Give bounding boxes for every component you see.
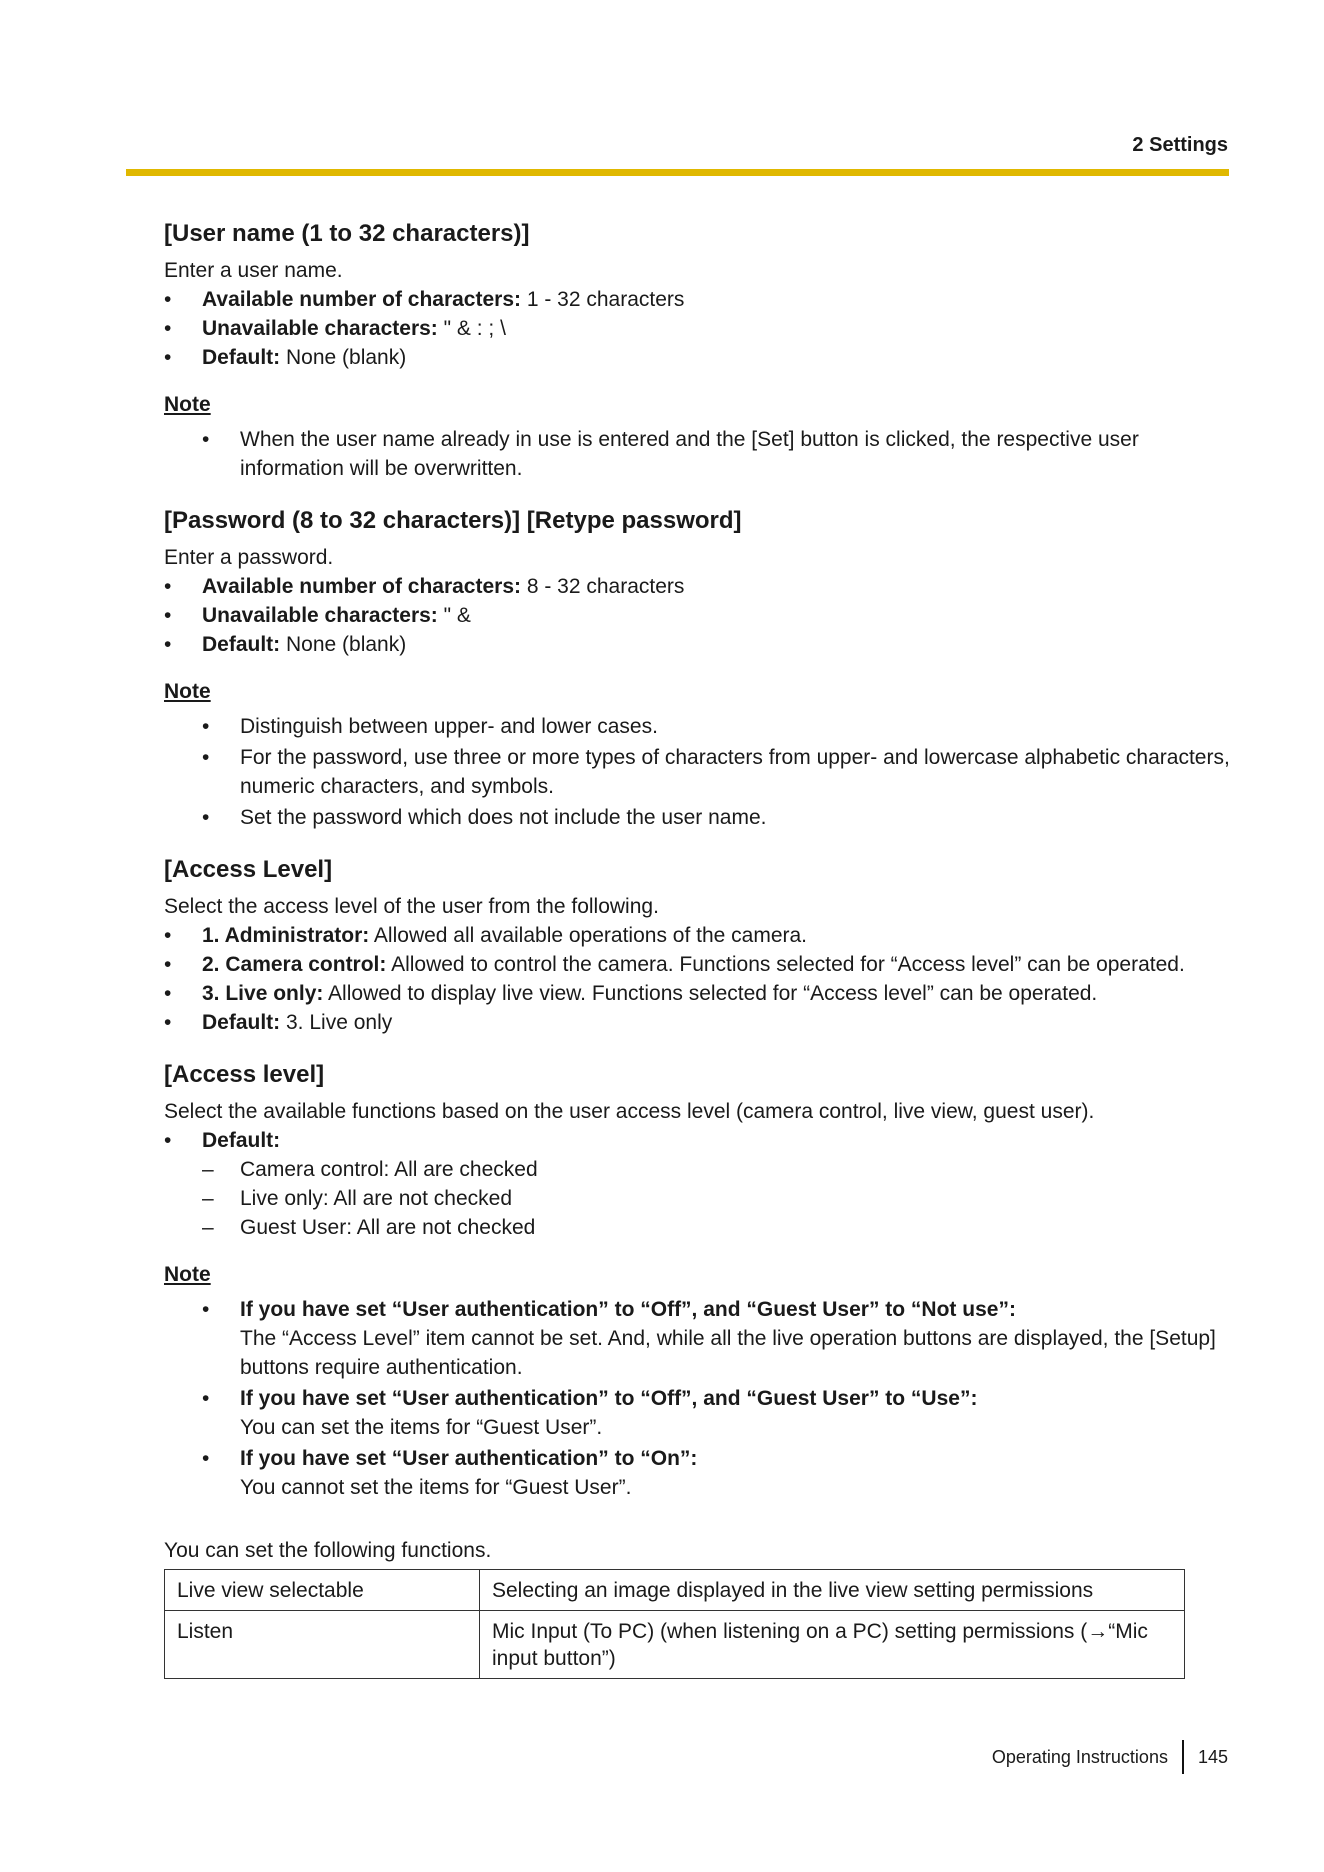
section-password [164, 505, 1236, 832]
note-item [240, 1295, 1236, 1382]
section-intro: Select the access level of the user from the following. [164, 895, 659, 918]
section-intro: Enter a user name. [164, 259, 343, 282]
note-item [240, 1384, 1236, 1442]
spec-item: • Unavailable characters: " & : ; \ [164, 314, 1236, 343]
default-subitem: – Live only: All are not checked [240, 1184, 1236, 1213]
note-item: • When the user name already in use is entered and the [Set] button is clicked, the respective user information will be overwritten. [240, 425, 1236, 483]
spec-item: • Available number of characters: 1 - 32 characters [164, 285, 1236, 314]
function-desc-cell: Mic Input (To PC) (when listening on a PC) setting permissions (→“Mic input button”) [480, 1611, 1185, 1679]
section-intro: Enter a password. [164, 546, 334, 569]
functions-table [164, 1569, 1185, 1679]
default-subitem: – Guest User: All are not checked [240, 1213, 1236, 1242]
section-title: [User name (1 to 32 characters)] [164, 220, 530, 247]
note-item: • For the password, use three or more types of characters from upper- and lowercase alphabetic characters, numeric characters, and symbols. [240, 743, 1236, 801]
default-subitem: – Camera control: All are checked [240, 1155, 1236, 1184]
table-row [165, 1611, 1185, 1679]
level-item: • 1. Administrator: Allowed all available operations of the camera. [164, 921, 1236, 950]
note-item-text: You cannot set the items for “Guest User”. [240, 1476, 632, 1499]
note-item-text: The “Access Level” item cannot be set. And, while all the live operation buttons are displayed, the [Setup] buttons require authentication. [240, 1327, 1216, 1379]
note-item: • Set the password which does not include the user name. [240, 803, 1236, 832]
spec-item: • Default: None (blank) [164, 343, 1236, 372]
footer-separator [1182, 1740, 1184, 1774]
spec-item: • Default: None (blank) [164, 630, 1236, 659]
footer-doc-title: Operating Instructions [991, 1746, 1168, 1767]
section-access-level [164, 854, 1236, 1037]
section-title: [Access level] [164, 1061, 325, 1088]
note-item-heading: • If you have set “User authentication” to “On”: [240, 1447, 698, 1470]
function-name-cell: Live view selectable [165, 1570, 480, 1611]
level-list [164, 921, 1236, 1037]
note-heading: Note [164, 393, 211, 416]
level-item: • Default: 3. Live only [164, 1008, 1236, 1037]
default-list [164, 1126, 1236, 1155]
page-number: 145 [1197, 1746, 1228, 1767]
section-username [164, 218, 1236, 483]
functions-intro: You can set the following functions. [164, 1539, 492, 1562]
spec-item: • Available number of characters: 8 - 32 characters [164, 572, 1236, 601]
section-title: [Access Level] [164, 856, 333, 883]
note-list [164, 1295, 1236, 1502]
spec-list [164, 285, 1236, 372]
page-content [164, 218, 1236, 1679]
function-name-cell: Listen [165, 1611, 480, 1679]
section-intro: Select the available functions based on the user access level (camera control, live view, guest user). [164, 1100, 1095, 1123]
function-desc-cell: Selecting an image displayed in the live view setting permissions [480, 1570, 1185, 1611]
running-head: 2 Settings [1132, 134, 1228, 156]
header-rule [126, 169, 1229, 176]
note-item [240, 1444, 1236, 1502]
page-footer [992, 1740, 1228, 1774]
table-row [165, 1570, 1185, 1611]
note-list [164, 712, 1236, 832]
note-item: • Distinguish between upper- and lower cases. [240, 712, 1236, 741]
note-item-heading: • If you have set “User authentication” to “Off”, and “Guest User” to “Use”: [240, 1387, 978, 1410]
section-access-level-functions [164, 1059, 1236, 1502]
level-item: • 3. Live only: Allowed to display live view. Functions selected for “Access level” can be operated. [164, 979, 1236, 1008]
note-list [164, 425, 1236, 483]
default-sublist [164, 1155, 1236, 1242]
section-title: [Password (8 to 32 characters)] [Retype password] [164, 507, 742, 534]
note-heading: Note [164, 680, 211, 703]
note-heading: Note [164, 1263, 211, 1286]
spec-list [164, 572, 1236, 659]
level-item: • 2. Camera control: Allowed to control the camera. Functions selected for “Access level” can be operated. [164, 950, 1236, 979]
note-item-heading: • If you have set “User authentication” to “Off”, and “Guest User” to “Not use”: [240, 1298, 1016, 1321]
default-item: • Default: [164, 1126, 1236, 1155]
spec-item: • Unavailable characters: " & [164, 601, 1236, 630]
note-item-text: You can set the items for “Guest User”. [240, 1416, 603, 1439]
